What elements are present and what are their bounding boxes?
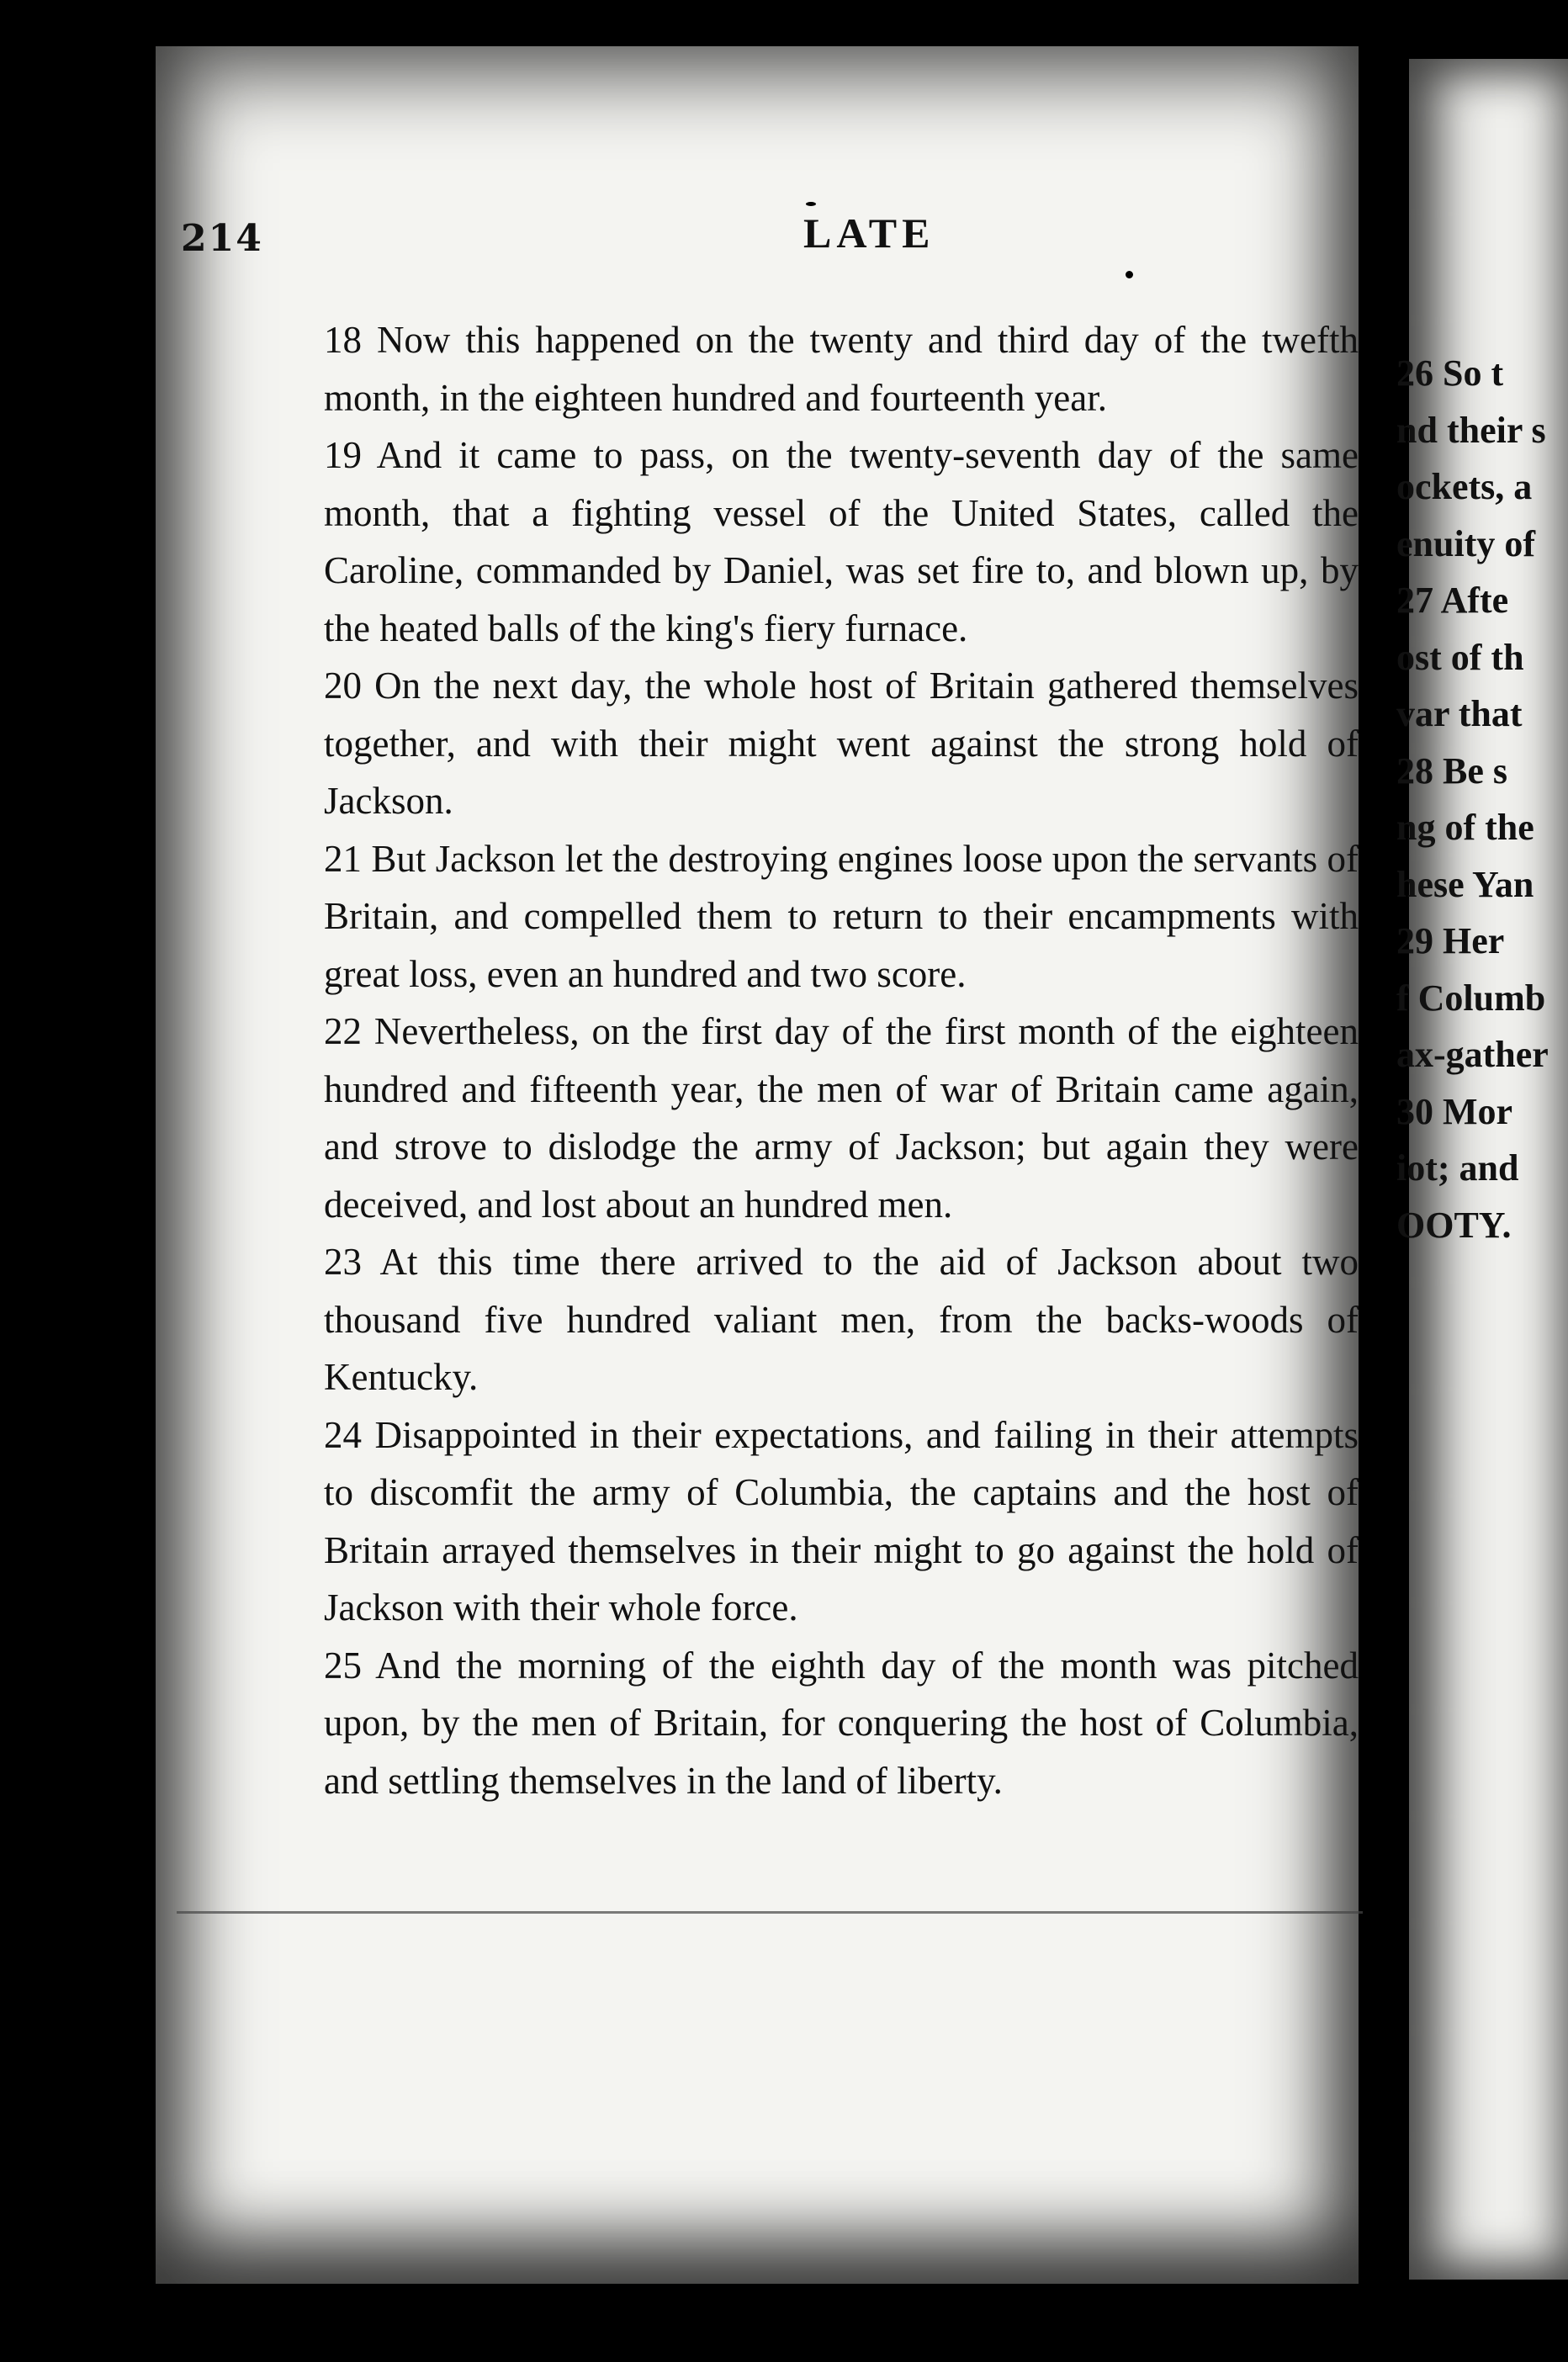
- facing-line: 28 Be s: [1396, 749, 1507, 792]
- facing-page-text: [1396, 345, 1568, 1253]
- verse-19: 19 And it came to pass, on the twenty-seventh day of the same month, that a fighting vessel of the United States, called the Caroline, commanded by Daniel, was set fire to, and blown up, by the heated balls of the king's fiery furnace.: [324, 434, 1359, 649]
- facing-line: ax-gather: [1396, 1034, 1549, 1075]
- verse-18: 18 Now this happened on the twenty and third day of the twefth month, in the eighteen hundred and fourteenth year.: [324, 319, 1359, 419]
- facing-line: ost of th: [1396, 636, 1524, 678]
- facing-line: 30 Mor: [1396, 1090, 1513, 1132]
- facing-line: ockets, a: [1396, 466, 1533, 507]
- verse-20: 20 On the next day, the whole host of Britain gathered themselves together, and with their might went against the strong hold of Jackson.: [324, 665, 1359, 822]
- facing-line: f Columb: [1396, 977, 1546, 1019]
- facing-line: hese Yan: [1396, 863, 1534, 905]
- verse-22: 22 Nevertheless, on the first day of the first month of the eighteen hundred and fifteenth year, the men of war of Britain came again, and strove to dislodge the army of Jackson; but again they were deceived, and lost about an hundred men.: [324, 1010, 1359, 1226]
- verse-21: 21 But Jackson let the destroying engines loose upon the servants of Britain, and compelled them to return to their encampments with great loss, even an hundred and two score.: [324, 837, 1359, 995]
- facing-line: nd their s: [1396, 409, 1546, 451]
- verse-24: 24 Disappointed in their expectations, and failing in their attempts to discomfit the army of Columbia, the captains and the host of Britain arrayed themselves in their might to go against the hold of Jackson with their whole force.: [324, 1413, 1359, 1629]
- facing-line: var that: [1396, 693, 1523, 734]
- facing-line: 26 So t: [1396, 352, 1504, 394]
- ink-speck: [806, 202, 816, 206]
- ink-speck: [1126, 271, 1133, 278]
- facing-line: enuity of: [1396, 522, 1535, 564]
- fold-line: [177, 1911, 1363, 1914]
- facing-line: 29 Her: [1396, 920, 1505, 961]
- verse-25: 25 And the morning of the eighth day of the month was pitched upon, by the men of Britain, for conquering the host of Columbia, and settling themselves in the land of liberty.: [324, 1644, 1359, 1802]
- facing-line: iot; and: [1396, 1147, 1519, 1189]
- page-body: [324, 311, 1359, 1809]
- facing-line: ng of the: [1396, 807, 1534, 848]
- page-number: 214: [181, 217, 263, 260]
- facing-line: OOTY.: [1396, 1204, 1512, 1246]
- facing-line: 27 Afte: [1396, 580, 1509, 621]
- running-head: LATE: [803, 209, 935, 257]
- verse-23: 23 At this time there arrived to the aid of Jackson about two thousand five hundred valiant men, from the backs-woods of Kentucky.: [324, 1241, 1359, 1398]
